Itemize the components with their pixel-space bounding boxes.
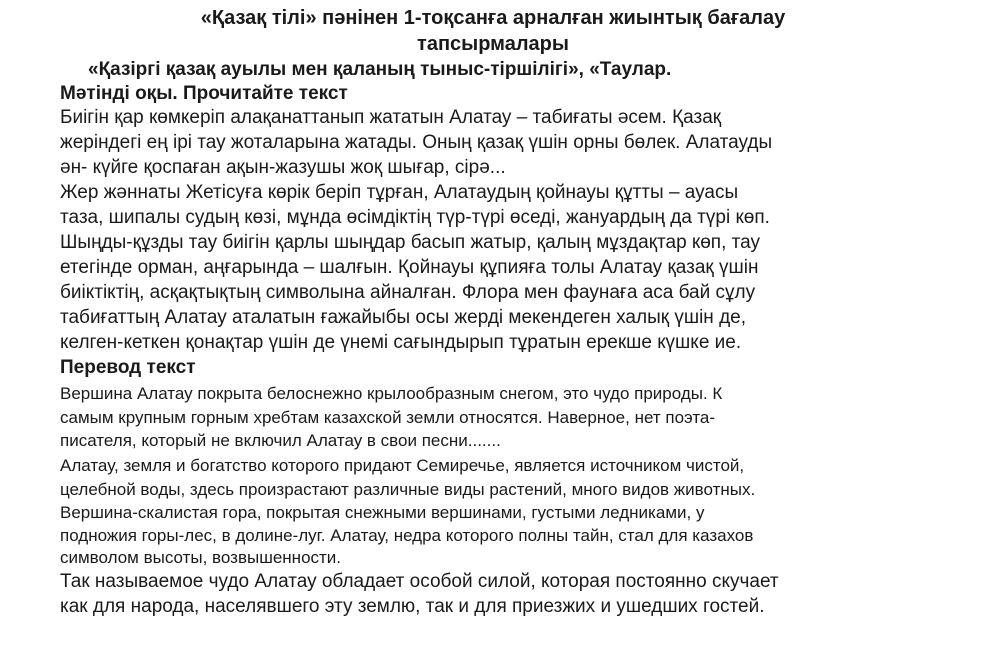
russian-text-line: Вершина-скалистая гора, покрытая снежными вершинами, густыми ледниками, у (60, 503, 705, 522)
russian-text-line: Алатау, земля и богатство которого придают Семиречье, является источником чистой, (60, 456, 745, 475)
kazakh-text-line: ән- күйге қоспаған ақын-жазушы жоқ шығар, сірә... (60, 157, 506, 178)
kazakh-text-line: келген-кеткен қонақтар үшін де үнемі сағындырып тұратын ерекше күшке ие. (60, 332, 742, 353)
russian-text-line: самым крупным горным хребтам казахской земли относятся. Наверное, нет поэта- (60, 408, 716, 427)
russian-text-line: подножия горы-лес, в долине-луг. Алатау, недра которого полны тайн, стал для казахов (60, 526, 754, 545)
kazakh-text-line: табиғаттың Алатау аталатын ғажайыбы осы жерді мекендеген халық үшін де, (60, 307, 746, 328)
kazakh-text-line: етегінде орман, аңғарында – шалғын. Қойнауы құпияға толы Алатау қазақ үшін (60, 257, 759, 278)
kazakh-text-line: Жер жәннаты Жетісуға көрік беріп тұрған, Алатаудың қойнауы құтты – ауасы (60, 182, 739, 203)
kazakh-text-line: жеріндегі ең ірі тау жоталарына жатады. Оның қазақ үшін орны бөлек. Алатауды (60, 132, 773, 153)
heading-read-text: Мәтінді оқы. Прочитайте текст (60, 83, 348, 104)
russian-text-line: писателя, который не включил Алатау в свои песни....... (60, 431, 501, 450)
russian-text-line: целебной воды, здесь произрастают различные виды растений, много видов животных. (60, 480, 756, 499)
document-title-line-1: «Қазақ тілі» пәнінен 1-тоқсанға арналған жиынтық бағалау (200, 7, 786, 29)
kazakh-text-line: таза, шипалы судың көзі, мұнда өсімдіктің түр-түрі өседі, жануардың да түрі көп. (60, 207, 770, 228)
heading-translation: Перевод текст (60, 357, 196, 378)
russian-text-line: Так называемое чудо Алатау обладает особой силой, которая постоянно скучает (60, 571, 779, 592)
document-subtitle: «Қазіргі қазақ ауылы мен қаланың тыныс-тіршілігі», «Таулар. (88, 59, 672, 80)
kazakh-text-line: биіктіктің, асқақтықтың символына айналған. Флора мен фаунаға аса бай сұлу (60, 282, 756, 303)
russian-text-line: символом высоты, возвышенности. (60, 548, 342, 567)
kazakh-text-line: Шыңды-құзды тау биігін қарлы шыңдар басып жатыр, қалың мұздақтар көп, тау (60, 232, 760, 253)
document-title-line-2: тапсырмалары (417, 33, 569, 55)
russian-text-line: как для народа, населявшего эту землю, так и для приезжих и ушедших гостей. (60, 596, 765, 617)
russian-text-line: Вершина Алатау покрыта белоснежно крылообразным снегом, это чудо природы. К (60, 384, 723, 403)
kazakh-text-line: Биігін қар көмкеріп алақанаттанып жататын Алатау – табиғаты әсем. Қазақ (60, 107, 722, 128)
